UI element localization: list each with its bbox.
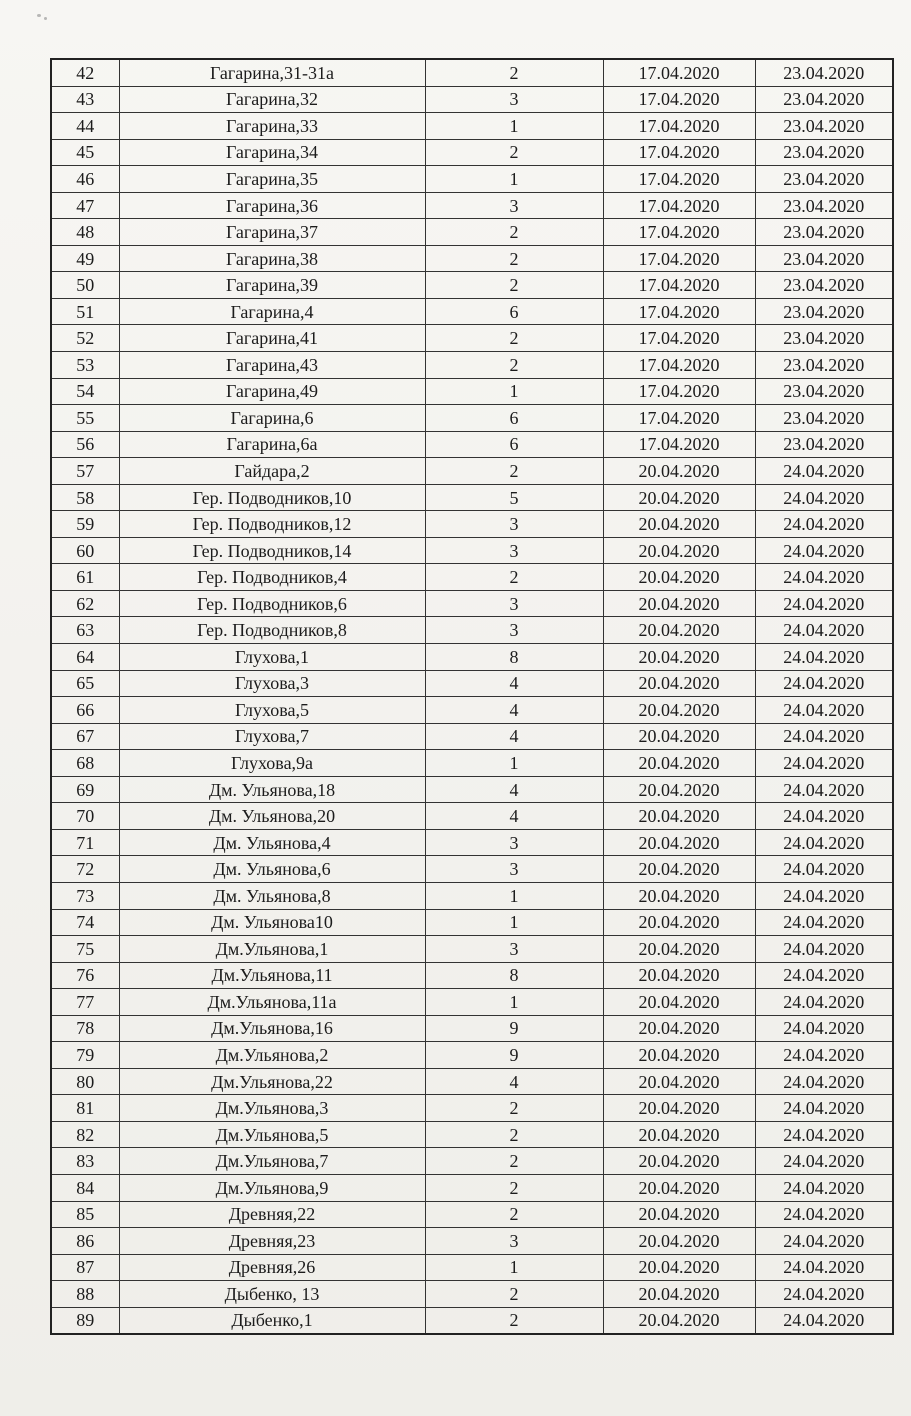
count-cell: 1: [425, 909, 603, 936]
start-date-cell: 20.04.2020: [603, 1201, 755, 1228]
table-row: [51, 272, 893, 299]
count-cell: 4: [425, 670, 603, 697]
count-cell: 8: [425, 644, 603, 671]
start-date-cell: 20.04.2020: [603, 1174, 755, 1201]
address-cell: Гагарина,6: [119, 405, 425, 432]
table-row: [51, 166, 893, 193]
table-row: [51, 298, 893, 325]
count-cell: 8: [425, 962, 603, 989]
count-cell: 1: [425, 378, 603, 405]
end-date-cell: 24.04.2020: [755, 1281, 893, 1308]
count-cell: 1: [425, 882, 603, 909]
start-date-cell: 17.04.2020: [603, 405, 755, 432]
table-row: [51, 644, 893, 671]
count-cell: 3: [425, 617, 603, 644]
count-cell: 3: [425, 856, 603, 883]
end-date-cell: 24.04.2020: [755, 989, 893, 1016]
row-number: 51: [51, 298, 119, 325]
end-date-cell: 24.04.2020: [755, 1228, 893, 1255]
address-cell: Гер. Подводников,10: [119, 484, 425, 511]
row-number: 83: [51, 1148, 119, 1175]
table-row: [51, 1281, 893, 1308]
address-cell: Дм. Ульянова,18: [119, 776, 425, 803]
table-row: [51, 431, 893, 458]
end-date-cell: 24.04.2020: [755, 723, 893, 750]
end-date-cell: 23.04.2020: [755, 113, 893, 140]
end-date-cell: 24.04.2020: [755, 644, 893, 671]
address-cell: Гагарина,32: [119, 86, 425, 113]
table-row: [51, 458, 893, 485]
start-date-cell: 20.04.2020: [603, 1254, 755, 1281]
start-date-cell: 20.04.2020: [603, 1095, 755, 1122]
end-date-cell: 24.04.2020: [755, 1174, 893, 1201]
table-row: [51, 856, 893, 883]
count-cell: 2: [425, 1121, 603, 1148]
count-cell: 2: [425, 1148, 603, 1175]
table-row: [51, 219, 893, 246]
table-row: [51, 1095, 893, 1122]
count-cell: 6: [425, 405, 603, 432]
count-cell: 3: [425, 829, 603, 856]
address-cell: Дм.Ульянова,22: [119, 1068, 425, 1095]
end-date-cell: 23.04.2020: [755, 431, 893, 458]
table-row: [51, 962, 893, 989]
table-row: [51, 1174, 893, 1201]
end-date-cell: 23.04.2020: [755, 352, 893, 379]
start-date-cell: 20.04.2020: [603, 1015, 755, 1042]
count-cell: 2: [425, 1201, 603, 1228]
table-row: [51, 670, 893, 697]
table-row: [51, 511, 893, 538]
end-date-cell: 24.04.2020: [755, 1095, 893, 1122]
address-cell: Глухова,5: [119, 697, 425, 724]
row-number: 58: [51, 484, 119, 511]
count-cell: 1: [425, 113, 603, 140]
start-date-cell: 20.04.2020: [603, 723, 755, 750]
start-date-cell: 20.04.2020: [603, 1148, 755, 1175]
end-date-cell: 23.04.2020: [755, 166, 893, 193]
start-date-cell: 20.04.2020: [603, 750, 755, 777]
row-number: 88: [51, 1281, 119, 1308]
count-cell: 6: [425, 298, 603, 325]
count-cell: 4: [425, 803, 603, 830]
address-cell: Гер. Подводников,4: [119, 564, 425, 591]
end-date-cell: 24.04.2020: [755, 829, 893, 856]
start-date-cell: 20.04.2020: [603, 564, 755, 591]
table-row: [51, 776, 893, 803]
row-number: 46: [51, 166, 119, 193]
row-number: 67: [51, 723, 119, 750]
address-cell: Гагарина,38: [119, 245, 425, 272]
start-date-cell: 20.04.2020: [603, 484, 755, 511]
table-row: [51, 1068, 893, 1095]
end-date-cell: 24.04.2020: [755, 1148, 893, 1175]
end-date-cell: 24.04.2020: [755, 803, 893, 830]
address-cell: Дм.Ульянова,11: [119, 962, 425, 989]
count-cell: 1: [425, 166, 603, 193]
start-date-cell: 17.04.2020: [603, 431, 755, 458]
address-cell: Гагарина,31-31а: [119, 59, 425, 86]
start-date-cell: 20.04.2020: [603, 590, 755, 617]
start-date-cell: 17.04.2020: [603, 86, 755, 113]
scan-speck: [37, 14, 41, 17]
start-date-cell: 20.04.2020: [603, 776, 755, 803]
row-number: 42: [51, 59, 119, 86]
row-number: 86: [51, 1228, 119, 1255]
table-row: [51, 1042, 893, 1069]
address-cell: Дм. Ульянова,4: [119, 829, 425, 856]
table-row: [51, 564, 893, 591]
count-cell: 5: [425, 484, 603, 511]
address-cell: Дм.Ульянова,1: [119, 936, 425, 963]
end-date-cell: 23.04.2020: [755, 378, 893, 405]
address-cell: Глухова,3: [119, 670, 425, 697]
address-cell: Гагарина,39: [119, 272, 425, 299]
table-row: [51, 325, 893, 352]
address-cell: Гагарина,34: [119, 139, 425, 166]
table-row: [51, 59, 893, 86]
start-date-cell: 20.04.2020: [603, 803, 755, 830]
count-cell: 2: [425, 139, 603, 166]
start-date-cell: 17.04.2020: [603, 59, 755, 86]
end-date-cell: 24.04.2020: [755, 670, 893, 697]
row-number: 82: [51, 1121, 119, 1148]
row-number: 43: [51, 86, 119, 113]
start-date-cell: 20.04.2020: [603, 856, 755, 883]
end-date-cell: 24.04.2020: [755, 882, 893, 909]
row-number: 59: [51, 511, 119, 538]
count-cell: 2: [425, 564, 603, 591]
start-date-cell: 17.04.2020: [603, 298, 755, 325]
table-row: [51, 617, 893, 644]
end-date-cell: 24.04.2020: [755, 1307, 893, 1334]
end-date-cell: 24.04.2020: [755, 1015, 893, 1042]
count-cell: 2: [425, 458, 603, 485]
table-row: [51, 352, 893, 379]
count-cell: 9: [425, 1015, 603, 1042]
address-schedule-table: [50, 58, 894, 1335]
address-cell: Гер. Подводников,12: [119, 511, 425, 538]
address-cell: Дм.Ульянова,3: [119, 1095, 425, 1122]
address-cell: Дм. Ульянова,20: [119, 803, 425, 830]
table-row: [51, 1148, 893, 1175]
row-number: 79: [51, 1042, 119, 1069]
table-body: [51, 59, 893, 1334]
scan-speck: [44, 17, 47, 20]
address-cell: Дм.Ульянова,16: [119, 1015, 425, 1042]
end-date-cell: 24.04.2020: [755, 962, 893, 989]
count-cell: 2: [425, 325, 603, 352]
count-cell: 6: [425, 431, 603, 458]
address-cell: Дм.Ульянова,9: [119, 1174, 425, 1201]
table-row: [51, 1307, 893, 1334]
count-cell: 2: [425, 1095, 603, 1122]
row-number: 44: [51, 113, 119, 140]
row-number: 77: [51, 989, 119, 1016]
start-date-cell: 17.04.2020: [603, 139, 755, 166]
row-number: 78: [51, 1015, 119, 1042]
count-cell: 9: [425, 1042, 603, 1069]
count-cell: 2: [425, 1174, 603, 1201]
end-date-cell: 24.04.2020: [755, 697, 893, 724]
row-number: 85: [51, 1201, 119, 1228]
address-cell: Гер. Подводников,8: [119, 617, 425, 644]
row-number: 61: [51, 564, 119, 591]
address-cell: Гагарина,6а: [119, 431, 425, 458]
address-cell: Гер. Подводников,6: [119, 590, 425, 617]
count-cell: 3: [425, 537, 603, 564]
row-number: 89: [51, 1307, 119, 1334]
table-row: [51, 803, 893, 830]
table-row: [51, 1201, 893, 1228]
address-cell: Дм.Ульянова,11а: [119, 989, 425, 1016]
start-date-cell: 20.04.2020: [603, 1042, 755, 1069]
count-cell: 4: [425, 697, 603, 724]
count-cell: 1: [425, 1254, 603, 1281]
address-cell: Дм. Ульянова,6: [119, 856, 425, 883]
table-row: [51, 829, 893, 856]
address-cell: Гагарина,33: [119, 113, 425, 140]
end-date-cell: 23.04.2020: [755, 139, 893, 166]
row-number: 80: [51, 1068, 119, 1095]
end-date-cell: 24.04.2020: [755, 1042, 893, 1069]
start-date-cell: 20.04.2020: [603, 1281, 755, 1308]
row-number: 69: [51, 776, 119, 803]
row-number: 48: [51, 219, 119, 246]
row-number: 54: [51, 378, 119, 405]
start-date-cell: 17.04.2020: [603, 192, 755, 219]
start-date-cell: 20.04.2020: [603, 829, 755, 856]
table-row: [51, 1228, 893, 1255]
row-number: 63: [51, 617, 119, 644]
count-cell: 2: [425, 1281, 603, 1308]
end-date-cell: 24.04.2020: [755, 856, 893, 883]
end-date-cell: 23.04.2020: [755, 405, 893, 432]
start-date-cell: 20.04.2020: [603, 697, 755, 724]
table-row: [51, 1121, 893, 1148]
count-cell: 4: [425, 1068, 603, 1095]
count-cell: 2: [425, 1307, 603, 1334]
table-row: [51, 909, 893, 936]
end-date-cell: 23.04.2020: [755, 272, 893, 299]
address-cell: Древняя,23: [119, 1228, 425, 1255]
end-date-cell: 23.04.2020: [755, 245, 893, 272]
count-cell: 1: [425, 750, 603, 777]
address-cell: Гагарина,49: [119, 378, 425, 405]
table-row: [51, 1015, 893, 1042]
end-date-cell: 24.04.2020: [755, 590, 893, 617]
row-number: 64: [51, 644, 119, 671]
table-row: [51, 139, 893, 166]
table-row: [51, 1254, 893, 1281]
row-number: 53: [51, 352, 119, 379]
start-date-cell: 20.04.2020: [603, 670, 755, 697]
start-date-cell: 20.04.2020: [603, 1307, 755, 1334]
end-date-cell: 24.04.2020: [755, 511, 893, 538]
start-date-cell: 20.04.2020: [603, 537, 755, 564]
start-date-cell: 20.04.2020: [603, 617, 755, 644]
end-date-cell: 23.04.2020: [755, 298, 893, 325]
row-number: 65: [51, 670, 119, 697]
end-date-cell: 24.04.2020: [755, 564, 893, 591]
address-cell: Глухова,9а: [119, 750, 425, 777]
table-row: [51, 484, 893, 511]
row-number: 50: [51, 272, 119, 299]
address-cell: Гагарина,4: [119, 298, 425, 325]
row-number: 60: [51, 537, 119, 564]
end-date-cell: 23.04.2020: [755, 192, 893, 219]
count-cell: 3: [425, 511, 603, 538]
row-number: 62: [51, 590, 119, 617]
end-date-cell: 23.04.2020: [755, 86, 893, 113]
count-cell: 2: [425, 219, 603, 246]
end-date-cell: 24.04.2020: [755, 1254, 893, 1281]
address-cell: Дм.Ульянова,2: [119, 1042, 425, 1069]
row-number: 68: [51, 750, 119, 777]
end-date-cell: 24.04.2020: [755, 617, 893, 644]
count-cell: 2: [425, 352, 603, 379]
count-cell: 3: [425, 192, 603, 219]
row-number: 76: [51, 962, 119, 989]
end-date-cell: 24.04.2020: [755, 458, 893, 485]
row-number: 84: [51, 1174, 119, 1201]
row-number: 74: [51, 909, 119, 936]
start-date-cell: 20.04.2020: [603, 511, 755, 538]
address-cell: Древняя,22: [119, 1201, 425, 1228]
end-date-cell: 23.04.2020: [755, 219, 893, 246]
row-number: 70: [51, 803, 119, 830]
table-row: [51, 989, 893, 1016]
table-row: [51, 405, 893, 432]
row-number: 75: [51, 936, 119, 963]
address-cell: Древняя,26: [119, 1254, 425, 1281]
address-cell: Гагарина,36: [119, 192, 425, 219]
table-row: [51, 537, 893, 564]
row-number: 52: [51, 325, 119, 352]
row-number: 73: [51, 882, 119, 909]
count-cell: 3: [425, 936, 603, 963]
end-date-cell: 24.04.2020: [755, 484, 893, 511]
address-cell: Гагарина,41: [119, 325, 425, 352]
address-cell: Гагарина,35: [119, 166, 425, 193]
start-date-cell: 20.04.2020: [603, 909, 755, 936]
start-date-cell: 20.04.2020: [603, 458, 755, 485]
count-cell: 2: [425, 245, 603, 272]
start-date-cell: 20.04.2020: [603, 1121, 755, 1148]
count-cell: 4: [425, 723, 603, 750]
table-row: [51, 936, 893, 963]
table-row: [51, 192, 893, 219]
end-date-cell: 23.04.2020: [755, 325, 893, 352]
end-date-cell: 24.04.2020: [755, 1068, 893, 1095]
table-row: [51, 750, 893, 777]
address-cell: Гайдара,2: [119, 458, 425, 485]
address-cell: Дыбенко, 13: [119, 1281, 425, 1308]
address-cell: Дм. Ульянова,8: [119, 882, 425, 909]
count-cell: 4: [425, 776, 603, 803]
row-number: 56: [51, 431, 119, 458]
end-date-cell: 24.04.2020: [755, 750, 893, 777]
address-cell: Гагарина,37: [119, 219, 425, 246]
start-date-cell: 17.04.2020: [603, 245, 755, 272]
row-number: 66: [51, 697, 119, 724]
start-date-cell: 20.04.2020: [603, 936, 755, 963]
row-number: 49: [51, 245, 119, 272]
start-date-cell: 20.04.2020: [603, 1228, 755, 1255]
row-number: 71: [51, 829, 119, 856]
end-date-cell: 24.04.2020: [755, 1201, 893, 1228]
table-row: [51, 245, 893, 272]
count-cell: 3: [425, 590, 603, 617]
row-number: 81: [51, 1095, 119, 1122]
address-cell: Дм.Ульянова,7: [119, 1148, 425, 1175]
row-number: 47: [51, 192, 119, 219]
table-row: [51, 697, 893, 724]
address-cell: Дм. Ульянова10: [119, 909, 425, 936]
count-cell: 2: [425, 59, 603, 86]
row-number: 55: [51, 405, 119, 432]
row-number: 57: [51, 458, 119, 485]
address-cell: Гагарина,43: [119, 352, 425, 379]
address-cell: Глухова,1: [119, 644, 425, 671]
table-row: [51, 723, 893, 750]
address-cell: Дм.Ульянова,5: [119, 1121, 425, 1148]
start-date-cell: 20.04.2020: [603, 962, 755, 989]
end-date-cell: 23.04.2020: [755, 59, 893, 86]
table-row: [51, 86, 893, 113]
count-cell: 2: [425, 272, 603, 299]
row-number: 72: [51, 856, 119, 883]
start-date-cell: 20.04.2020: [603, 989, 755, 1016]
start-date-cell: 17.04.2020: [603, 352, 755, 379]
start-date-cell: 17.04.2020: [603, 166, 755, 193]
start-date-cell: 17.04.2020: [603, 272, 755, 299]
row-number: 87: [51, 1254, 119, 1281]
count-cell: 1: [425, 989, 603, 1016]
count-cell: 3: [425, 86, 603, 113]
address-cell: Глухова,7: [119, 723, 425, 750]
end-date-cell: 24.04.2020: [755, 936, 893, 963]
end-date-cell: 24.04.2020: [755, 776, 893, 803]
end-date-cell: 24.04.2020: [755, 1121, 893, 1148]
count-cell: 3: [425, 1228, 603, 1255]
row-number: 45: [51, 139, 119, 166]
table-row: [51, 378, 893, 405]
end-date-cell: 24.04.2020: [755, 909, 893, 936]
address-cell: Дыбенко,1: [119, 1307, 425, 1334]
address-cell: Гер. Подводников,14: [119, 537, 425, 564]
end-date-cell: 24.04.2020: [755, 537, 893, 564]
table-row: [51, 113, 893, 140]
table-row: [51, 882, 893, 909]
start-date-cell: 20.04.2020: [603, 882, 755, 909]
start-date-cell: 20.04.2020: [603, 1068, 755, 1095]
start-date-cell: 17.04.2020: [603, 113, 755, 140]
start-date-cell: 20.04.2020: [603, 644, 755, 671]
start-date-cell: 17.04.2020: [603, 219, 755, 246]
start-date-cell: 17.04.2020: [603, 378, 755, 405]
table-row: [51, 590, 893, 617]
start-date-cell: 17.04.2020: [603, 325, 755, 352]
